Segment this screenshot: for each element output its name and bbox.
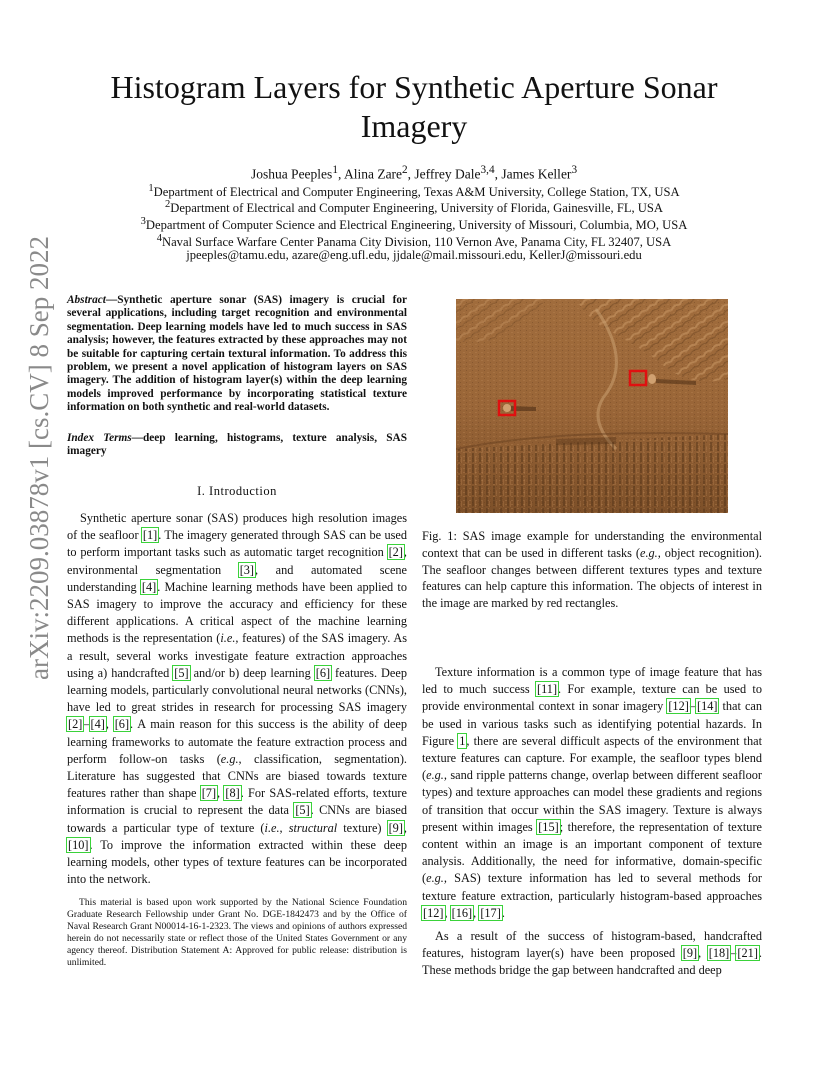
- citation-link[interactable]: [11]: [537, 682, 558, 697]
- affiliation-4: $^4$Naval Surface Warfare Center Panama City Division, 110 Vernon Ave, Panama City, FL 32407, USA: [156, 233, 672, 250]
- citation-link[interactable]: [2]: [68, 717, 83, 732]
- citation-link[interactable]: [14]: [696, 699, 718, 714]
- arxiv-stamp: arXiv:2209.03878v1 [cs.CV] 8 Sep 2022: [24, 236, 54, 680]
- citation-link[interactable]: [3]: [239, 562, 255, 577]
- author-name: Joshua Peeples: [250, 166, 333, 182]
- author-name: James Keller: [501, 166, 572, 182]
- citation-link[interactable]: [21]: [737, 946, 758, 961]
- citation-link[interactable]: [16]: [451, 905, 473, 920]
- citation-link[interactable]: [8]: [225, 786, 240, 801]
- abstract: [67, 294, 407, 415]
- citation-link[interactable]: [18]: [708, 946, 730, 961]
- author-sup: 3,4: [480, 164, 495, 176]
- citation-link[interactable]: [15]: [538, 819, 559, 834]
- author-sup: 2: [402, 164, 408, 176]
- citation-link[interactable]: [5]: [174, 665, 189, 680]
- citation-link[interactable]: [4]: [141, 579, 157, 594]
- citation-link[interactable]: [10]: [68, 837, 89, 852]
- citation-link[interactable]: [4]: [90, 717, 105, 732]
- author-name: Jeffrey Dale: [414, 166, 481, 182]
- citation-link[interactable]: [17]: [480, 905, 501, 920]
- citation-link[interactable]: [12]: [668, 699, 689, 714]
- index-terms: Index Terms—deep learning, histograms, texture analysis, SAS imagery: [67, 432, 407, 458]
- intro-paragraph: Synthetic aperture sonar (SAS) produces high resolution images of the seafloor [1]. The imagery generated through SAS can be used to perform important tasks such as automatic target recognition [2], environmental segmentation [3], and automated scene understanding [4]. Machine learning methods have been applied to SAS imagery to improve the accuracy and efficiency for these different applications. A critical aspect of the machine learning methods is the representation (i.e., features) of the SAS imagery. As a result, several works investigate feature extraction approaches using a) handcrafted [5] and/or b) deep learning [6] features. Deep learning models, particularly convolutional neural networks (CNNs), have led to great strides in research for processing SAS imagery [2]–[4], [6]. A main reason for this success is the ability of deep learning frameworks to automate the feature extraction process and perform follow-on tasks (e.g., classification, segmentation). Literature has suggested that CNNs are biased towards texture features rather than shape [7], [8]. For SAS-related efforts, texture information is crucial to represent the data [5]. CNNs are biased towards a particular type of texture (i.e., structural texture) [9], [10]. To improve the information extracted within these deep learning models, other types of texture features can be incorporated into the network.: [67, 511, 408, 887]
- affiliation-3: $^3$Department of Computer Science and Electrical Engineering, University of Missouri, Columbia, MO, USA: [140, 216, 688, 233]
- citation-link[interactable]: [2]: [388, 545, 403, 560]
- citation-link[interactable]: [7]: [201, 786, 217, 801]
- citation-link[interactable]: [9]: [388, 820, 403, 835]
- seafloor-image: [456, 299, 728, 513]
- paragraph: As a result of the success of histogram-based, handcrafted features, histogram layer(s) have been proposed [9], [18]–[21]. These methods bridge the gap between handcrafted and deep: [422, 929, 762, 978]
- author-sup: 1: [332, 164, 338, 176]
- right-column-text: [422, 664, 762, 986]
- section-heading: I. Introduction: [197, 484, 277, 498]
- abstract-text: —Synthetic aperture sonar (SAS) imagery is crucial for several applications, including target recognition and environmental segmentation. Deep learning models have led to much success in SAS analysis; however, the features extracted by these approaches may not be suitable for capturing certain textural information. To address this problem, we present a novel application of histogram layers on SAS imagery. The addition of histogram layer(s) within the deep learning models improved performance by incorporating statistical texture information on both synthetic and real-world datasets.: [67, 294, 407, 414]
- paper-title: Histogram Layers for Synthetic Aperture Sonar Imagery: [110, 69, 718, 144]
- figure-link[interactable]: 1: [459, 733, 466, 748]
- author-list: Joshua Peeples$^1$, Alina Zare$^2$, Jeffrey Dale$^{3,4}$, James Keller$^3$: [250, 164, 578, 182]
- paragraph: Texture information is a common type of image feature that has led to much success [11]. For example, texture can be used to provide environmental context in sonar imagery [12]–[14] that can be used in various tasks such as identifying potential hazards. In Figure 1, there are several difficult aspects of the environment that texture features can capture. For example, the seafloor types blend (e.g., sand ripple patterns change, overlap between different seafloor types) and texture approaches can model these gradients and regions of transition that occur within the SAS imagery. Texture is always present within images [15]; therefore, the representation of texture content within an image is an important component of texture analysis. Additionally, the need for informative, domain-specific (e.g., SAS) texture information has led to several methods for texture feature extraction, particularly histogram-based approaches [12], [16], [17].: [422, 665, 763, 920]
- sas-image-figure: [456, 299, 728, 513]
- citation-link[interactable]: [1]: [142, 528, 158, 543]
- funding-footnote: This material is based upon work supported by the National Science Foundation Graduate Research Fellowship under Grant No. DGE-1842473 and by the Office of Naval Research Grant N00014-16-1-2323. The views and opinions of authors expressed herein do not necessarily state or reflect those of the United States Government or any agency thereof. Distribution Statement A: Approved for public release: distribution is unlimited.: [67, 897, 407, 968]
- figure-caption: Fig. 1: SAS image example for understanding the environmental context that can be used in different tasks (e.g., object recognition). The seafloor changes between different textures types and texture features can help capture this information. The objects of interest in the image are marked by red rectangles.: [422, 529, 762, 611]
- author-name: Alina Zare: [343, 166, 403, 182]
- citation-link[interactable]: [5]: [295, 803, 310, 818]
- affiliation-2: $^2$Department of Electrical and Computer Engineering, University of Florida, Gainesville, FL, USA: [164, 199, 664, 216]
- citation-link[interactable]: [6]: [315, 665, 331, 680]
- affiliation-1: $^1$Department of Electrical and Computer Engineering, Texas A&M University, College Station, TX, USA: [148, 183, 680, 200]
- citation-link[interactable]: [6]: [114, 717, 130, 732]
- abstract-label: Abstract: [67, 294, 106, 306]
- citation-link[interactable]: [12]: [423, 905, 444, 920]
- author-emails: jpeeples@tamu.edu, azare@eng.ufl.edu, jjdale@mail.missouri.edu, KellerJ@missouri.edu: [186, 248, 642, 262]
- citation-link[interactable]: [9]: [682, 946, 698, 961]
- author-sup: 3: [571, 164, 578, 176]
